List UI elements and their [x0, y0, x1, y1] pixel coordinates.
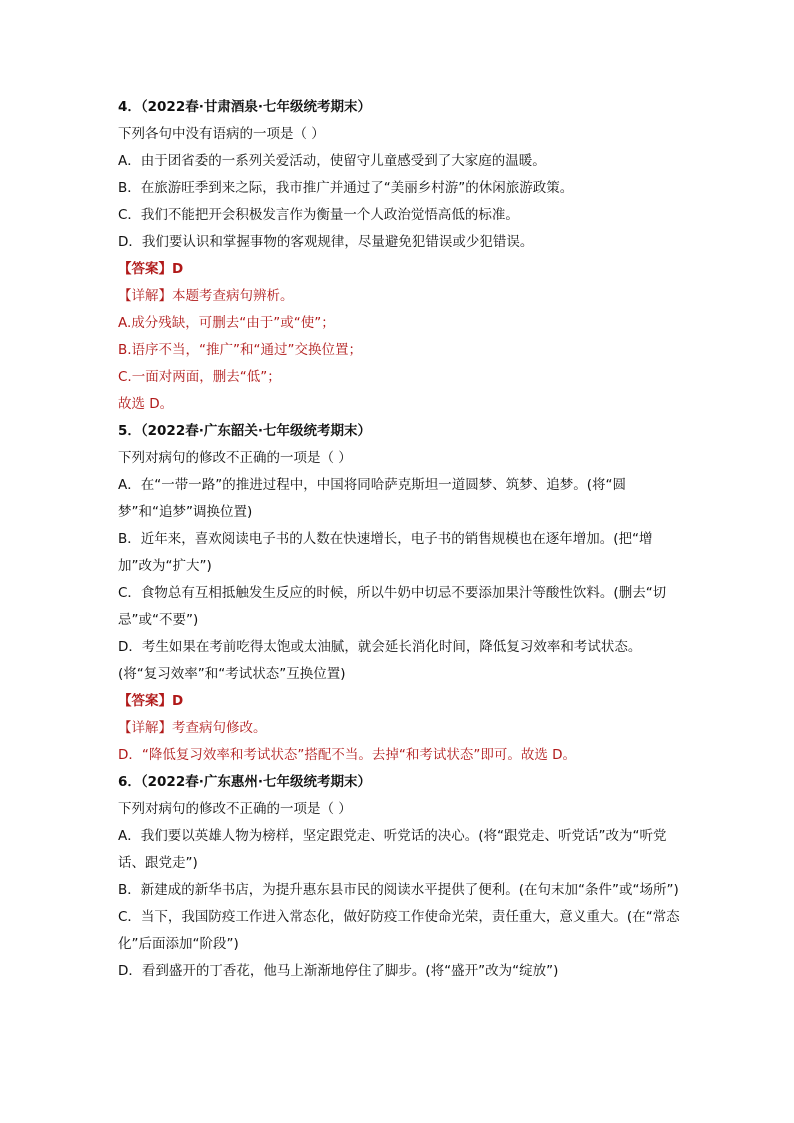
question-5-option-d: D．考生如果在考前吃得太饱或太油腻，就会延长消化时间，降低复习效率和考试状态。(将“复习效率”和“考试状态”互换位置): [118, 639, 642, 682]
question-4-header: 4．（2022春·甘肃酒泉·七年级统考期末）: [118, 99, 371, 115]
question-5-option-a: A．在“一带一路”的推进过程中，中国将同哈萨克斯坦一道圆梦、筑梦、追梦。(将“圆梦”和“追梦”调换位置): [118, 477, 626, 520]
question-5-option-b: B．近年来，喜欢阅读电子书的人数在快速增长，电子书的销售规模也在逐年增加。(把“增加”改为“扩大”): [118, 531, 653, 574]
question-4-option-b: B．在旅游旺季到来之际，我市推广并通过了“美丽乡村游”的休闲旅游政策。: [118, 180, 574, 196]
question-6-stem: 下列对病句的修改不正确的一项是（ ）: [118, 801, 352, 817]
question-5-header: 5．（2022春·广东韶关·七年级统考期末）: [118, 423, 371, 439]
document-content: [118, 94, 680, 985]
question-6-option-c: C．当下，我国防疫工作进入常态化，做好防疫工作使命光荣，责任重大，意义重大。(在“常态化”后面添加“阶段”): [118, 909, 680, 952]
question-4-answer: 【答案】D: [118, 261, 184, 277]
question-4-stem: 下列各句中没有语病的一项是（ ）: [118, 126, 325, 142]
question-4-analysis-c: C.一面对两面，删去“低”；: [118, 369, 281, 385]
question-4-analysis-head: 【详解】本题考查病句辨析。: [118, 288, 294, 304]
question-5-answer: 【答案】D: [118, 693, 184, 709]
question-4-option-a: A．由于团省委的一系列关爱活动，使留守儿童感受到了大家庭的温暖。: [118, 153, 546, 169]
question-6-option-a: A．我们要以英雄人物为榜样，坚定跟党走、听党话的决心。(将“跟党走、听党话”改为“听党话、跟党走”): [118, 828, 667, 871]
question-5-option-c: C．食物总有互相抵触发生反应的时候，所以牛奶中切忌不要添加果汁等酸性饮料。(删去“切忌”或“不要”): [118, 585, 667, 628]
question-4-analysis-a: A.成分残缺，可删去“由于”或“使”；: [118, 315, 335, 331]
question-5-stem: 下列对病句的修改不正确的一项是（ ）: [118, 450, 352, 466]
question-4-analysis-b: B.语序不当，“推广”和“通过”交换位置；: [118, 342, 363, 358]
question-4-option-c: C．我们不能把开会积极发言作为衡量一个人政治觉悟高低的标准。: [118, 207, 519, 223]
question-6-option-b: B．新建成的新华书店，为提升惠东县市民的阅读水平提供了便利。(在句末加“条件”或“场所”): [118, 882, 679, 898]
question-6-option-d: D．看到盛开的丁香花，他马上渐渐地停住了脚步。(将“盛开”改为“绽放”): [118, 963, 559, 979]
question-5-analysis-head: 【详解】考查病句修改。: [118, 720, 267, 736]
question-5-analysis-d: D．“降低复习效率和考试状态”搭配不当。去掉“和考试状态”即可。故选 D。: [118, 747, 577, 763]
question-4-analysis-conclusion: 故选 D。: [118, 396, 174, 412]
question-4-option-d: D．我们要认识和掌握事物的客观规律，尽量避免犯错误或少犯错误。: [118, 234, 534, 250]
question-6-header: 6．（2022春·广东惠州·七年级统考期末）: [118, 774, 371, 790]
